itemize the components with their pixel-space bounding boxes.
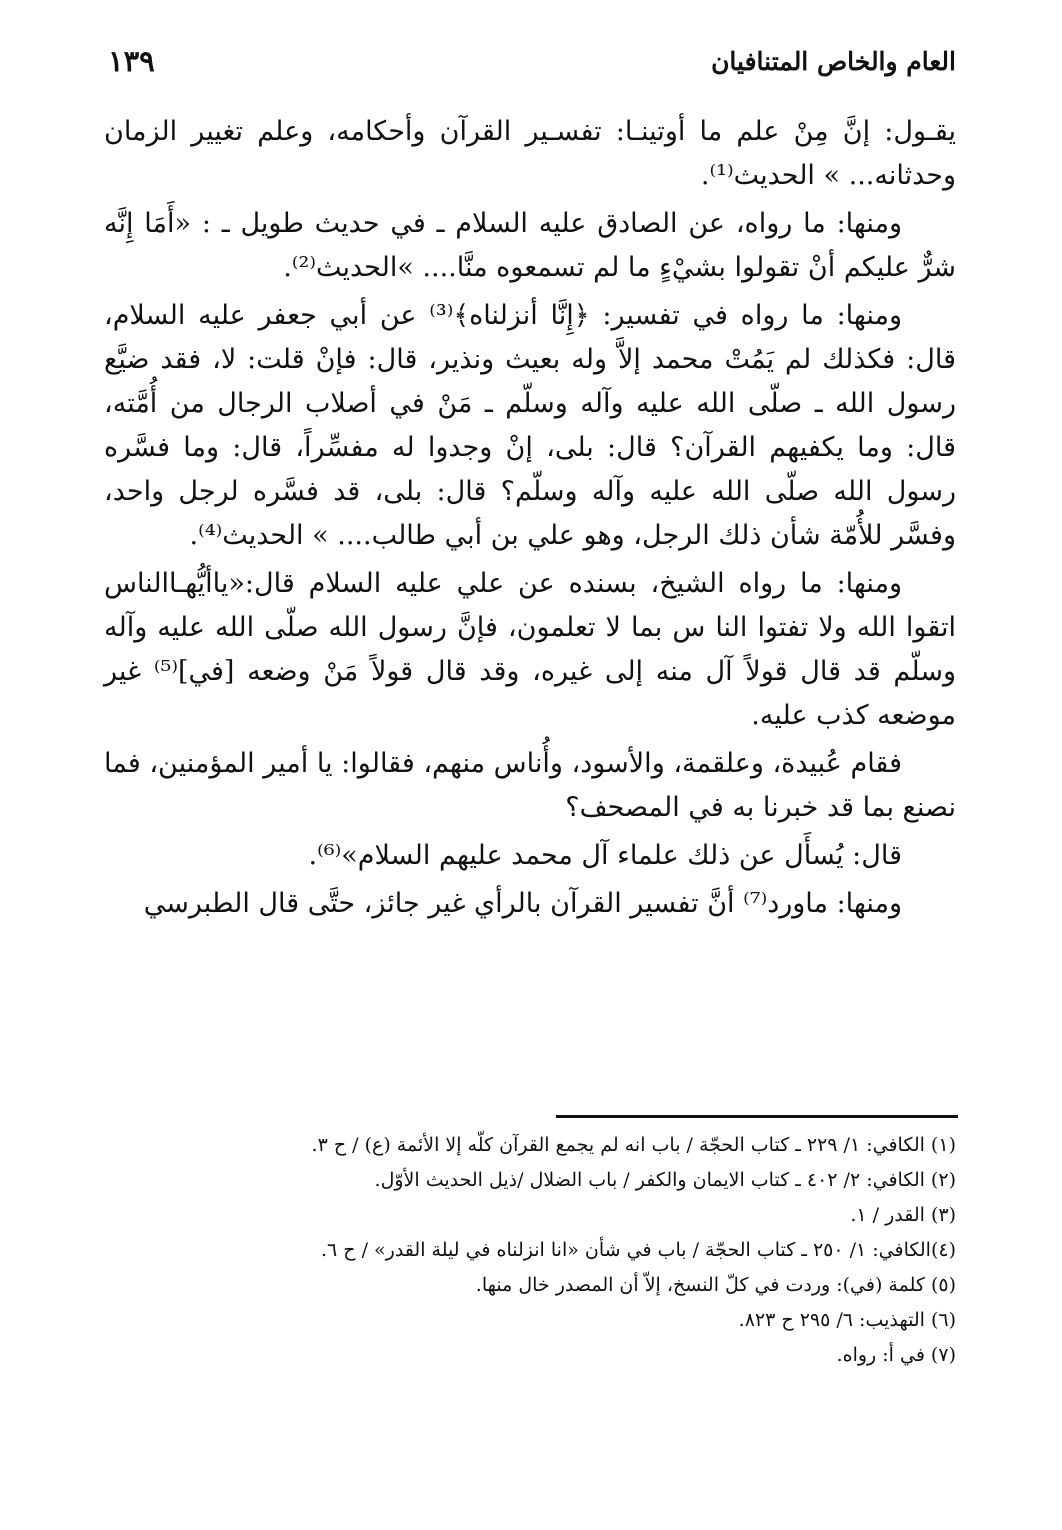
footnote: (٧) في أ: رواه. bbox=[836, 1344, 956, 1366]
paragraph: قال: يُسأَل عن ذلك علماء آل محمد عليهم السلام»⁽⁶⁾. bbox=[308, 840, 902, 871]
page-header bbox=[108, 36, 956, 86]
paragraph: ومنها: ماورد⁽⁷⁾ أنَّ تفسير القرآن بالرأي غير جائز، حتَّى قال الطبرسي bbox=[143, 888, 902, 919]
paragraph: فقام عُبيدة، وعلقمة، والأسود، وأُناس منهم، فقالوا: يا أمير المؤمنين، فما نصنع بما قد خبرنا به في المصحف؟ bbox=[104, 748, 956, 823]
paragraph: ومنها: ما رواه في تفسير: ﴿إِنَّا أنزلناه﴾⁽³⁾ عن أبي جعفر عليه السلام، قال: فكذلك لم يَمُتْ محمد إلاَّ وله بعيث ونذير، قال: فإنْ قلت: لا، فقد ضيَّع رسول الله ـ صلّى الله عليه وآله وسلّم ـ مَنْ في أصلاب الرجال من أُمَّته، قال: وما يكفيهم القرآن؟ قال: بلى، إنْ وجدوا له مفسِّراً، قال: وما فسَّره رسول الله صلّى الله عليه وآله وسلّم؟ قال: بلى، قد فسَّره لرجل واحد، وفسَّر للأُمّة شأن ذلك الرجل، وهو علي بن أبي طالب.... » الحديث⁽⁴⁾. bbox=[104, 300, 956, 551]
paragraph: ومنها: ما رواه، عن الصادق عليه السلام ـ في حديث طويل ـ : «أَمَا إِنَّه شرٌّ عليكم أنْ تقولوا بشيْءٍ ما لم تسمعوه منَّا.... »الحديث⁽²⁾. bbox=[104, 208, 956, 283]
paragraph: ومنها: ما رواه الشيخ، بسنده عن علي عليه السلام قال:«ياأيُّهـاالناس اتقوا الله ولا تفتوا النا س بما لا تعلمون، فإنَّ رسول الله صلّى الله عليه وآله وسلّم قد قال قولاً آل منه إلى غيره، وقد قال قولاً مَنْ وضعه [في]⁽⁵⁾ غير موضعه كذب عليه. bbox=[104, 568, 956, 731]
footnote: (٤)الكافي: ١/ ٢٥٠ ـ كتاب الحجّة / باب في شأن «انا انزلناه في ليلة القدر» / ح ٦. bbox=[320, 1239, 956, 1261]
footnote: (٥) كلمة (في): وردت في كلّ النسخ، إلاّ أن المصدر خال منها. bbox=[475, 1274, 956, 1296]
footnote: (١) الكافي: ١/ ٢٢٩ ـ كتاب الحجّة / باب انه لم يجمع القرآن كلّه إلا الأئمة (ع) / ح ٣. bbox=[311, 1134, 956, 1156]
footnote-divider bbox=[556, 1115, 958, 1118]
footnote: (٣) القدر / ١. bbox=[850, 1204, 956, 1226]
main-text bbox=[104, 110, 956, 930]
footnote: (٦) التهذيب: ٦/ ٢٩٥ ح ٨٢٣. bbox=[738, 1309, 956, 1331]
paragraph: يقـول: إنَّ مِنْ علم ما أوتينـا: تفسـير القرآن وأحكامه، وعلم تغيير الزمان وحدثانه... » الحديث⁽¹⁾. bbox=[104, 116, 956, 191]
footnote: (٢) الكافي: ٢/ ٤٠٢ ـ كتاب الايمان والكفر / باب الضلال /ذيل الحديث الأوّل. bbox=[374, 1169, 956, 1191]
running-title: العام والخاص المتنافيان bbox=[711, 46, 956, 76]
page-number: ١٣٩ bbox=[108, 44, 155, 78]
footnotes bbox=[110, 1128, 956, 1373]
